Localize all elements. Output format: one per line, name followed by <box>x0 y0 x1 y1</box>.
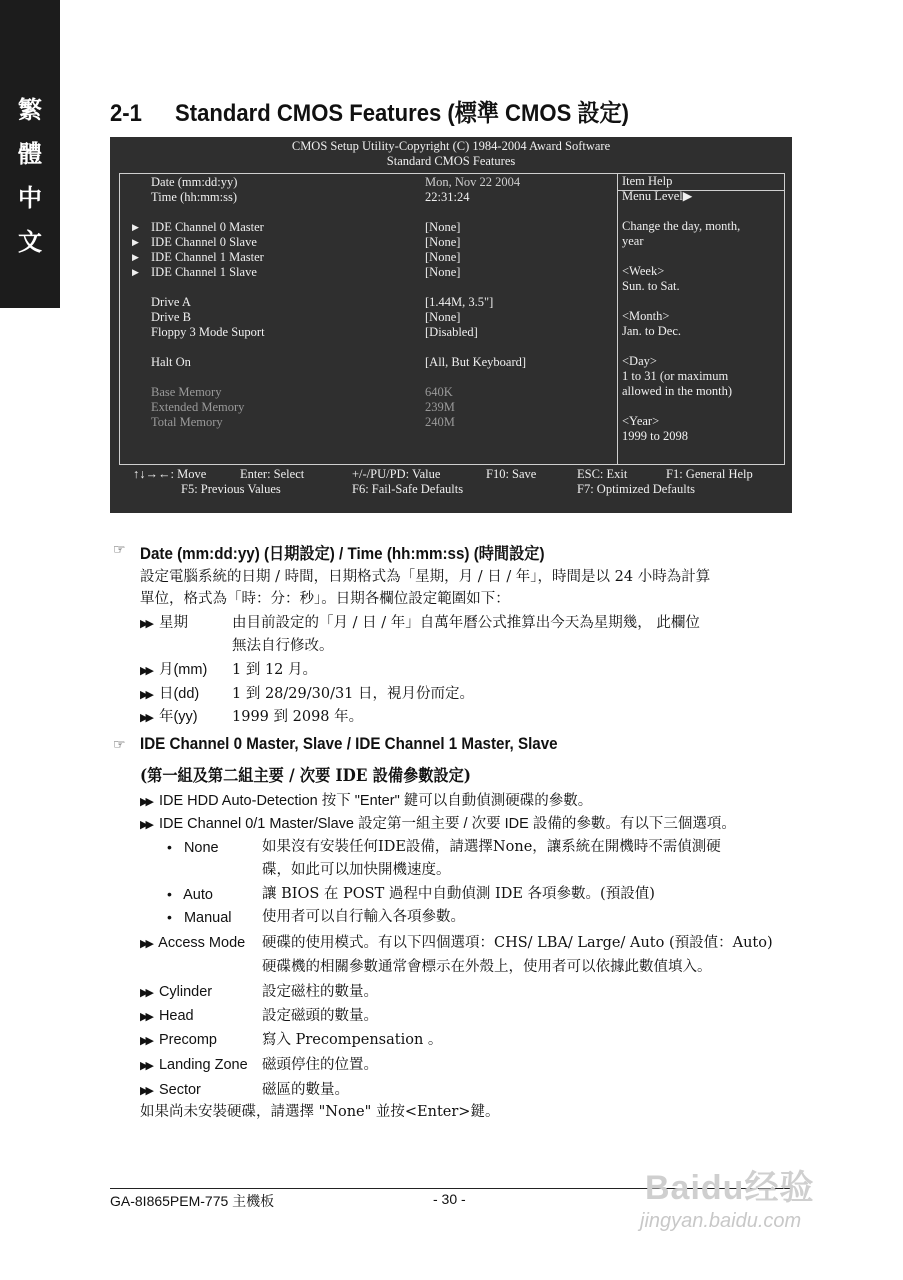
option-desc: 使用者可以自行輸入各項參數。 <box>262 909 465 925</box>
double-arrow-icon: ▶▶ <box>140 987 151 999</box>
list-item <box>140 1055 248 1076</box>
submenu-arrow-icon: ▶ <box>132 252 139 262</box>
bios-row-ide0-master[interactable] <box>120 220 617 235</box>
bios-header <box>110 137 792 169</box>
side-char: 體 <box>18 139 42 168</box>
help-line: <Day> <box>622 354 657 368</box>
bios-row-ide0-slave[interactable] <box>120 235 617 250</box>
bios-row-total-memory <box>120 415 617 430</box>
help-line: year <box>622 234 644 248</box>
bios-row-label: IDE Channel 0 Master <box>151 220 264 234</box>
bios-screenshot <box>110 137 792 513</box>
item-text: IDE HDD Auto-Detection 按下 "Enter" 鍵可以自動偵測硬碟的參數。 <box>158 793 593 809</box>
option-label: Manual <box>183 910 232 926</box>
item-desc: 寫入 Precompensation 。 <box>262 1032 443 1048</box>
bios-row-label: IDE Channel 1 Slave <box>151 265 257 279</box>
ide-heading: IDE Channel 0 Master, Slave / IDE Channel 1 Master, Slave <box>140 735 558 753</box>
item-desc: 硬碟機的相關參數通常會標示在外殼上，使用者可以依據此數值填入。 <box>262 959 712 975</box>
key-exit: ESC: Exit <box>577 467 628 481</box>
option-item <box>167 884 213 905</box>
bios-row-ide1-master[interactable] <box>120 250 617 265</box>
key-previous-values: F5: Previous Values <box>181 482 281 496</box>
bios-row-value[interactable]: Mon, Nov 22 2004 <box>425 175 521 189</box>
bios-row-label: Extended Memory <box>151 400 245 414</box>
bios-row-value: 640K <box>425 385 453 399</box>
bios-row-value[interactable]: [None] <box>425 265 461 279</box>
bios-row-time[interactable] <box>120 190 617 205</box>
date-time-heading: Date (mm:dd:yy) (日期設定) / Time (hh:mm:ss) (時間設定) <box>140 545 545 563</box>
help-line: Jan. to Dec. <box>622 324 682 338</box>
pointing-hand-icon: ☞ <box>113 736 126 752</box>
page-number: - 30 - <box>433 1191 466 1207</box>
help-line <box>622 339 782 354</box>
double-arrow-icon: ▶▶ <box>140 819 151 831</box>
menu-level: Menu Level▶ <box>622 189 693 203</box>
bios-row-halt-on[interactable] <box>120 355 617 370</box>
side-char: 繁 <box>18 95 42 124</box>
bios-row-base-memory <box>120 385 617 400</box>
key-value: +/-/PU/PD: Value <box>352 467 441 481</box>
ide-heading-sub: (第一組及第二組主要 / 次要 IDE 設備參數設定) <box>140 766 471 785</box>
bios-row-label: Total Memory <box>151 415 223 429</box>
item-label: Precomp <box>158 1032 217 1048</box>
double-arrow-icon: ▶▶ <box>140 1011 151 1023</box>
bios-row-floppy-3mode[interactable] <box>120 325 617 340</box>
key-general-help: F1: General Help <box>666 467 753 481</box>
item-desc: 設定磁柱的數量。 <box>262 984 378 1000</box>
item-help-title: Item Help <box>622 174 673 188</box>
bios-header-title: Standard CMOS Features <box>386 154 516 168</box>
bios-row-label: Drive B <box>151 310 191 324</box>
bios-row-label: Halt On <box>151 355 191 369</box>
side-char: 中 <box>18 183 42 212</box>
bios-row-ide1-slave[interactable] <box>120 265 617 280</box>
help-line: <Month> <box>622 309 670 323</box>
list-item <box>140 814 736 835</box>
help-line: 1 to 31 (or maximum <box>622 369 729 383</box>
bios-row-value[interactable]: 22:31:24 <box>425 190 470 204</box>
double-arrow-icon: ▶▶ <box>140 1085 151 1097</box>
help-line: <Week> <box>622 264 665 278</box>
item-desc: 由目前設定的「月 / 日 / 年」自萬年曆公式推算出今天為星期幾， 此欄位 <box>232 615 700 631</box>
bios-row-value[interactable]: [None] <box>425 220 461 234</box>
item-label: 月(mm) <box>158 662 208 678</box>
section-title-text: Standard CMOS Features (標準 CMOS 設定) <box>175 100 629 127</box>
list-item <box>140 791 592 812</box>
bios-row-label: Date (mm:dd:yy) <box>151 175 238 189</box>
pointing-hand-icon: ☞ <box>113 541 126 557</box>
bios-row-value[interactable]: [All, But Keyboard] <box>425 355 527 369</box>
list-item <box>140 1006 194 1027</box>
item-text: IDE Channel 0/1 Master/Slave 設定第一組主要 / 次要 IDE 設備的參數。有以下三個選項。 <box>158 816 736 832</box>
bios-row-extended-memory <box>120 400 617 415</box>
bios-row-value[interactable]: [1.44M, 3.5"] <box>425 295 494 309</box>
option-desc: 如果沒有安裝任何IDE設備，請選擇None，讓系統在開機時不需偵測硬 <box>262 839 721 855</box>
help-line <box>622 294 782 309</box>
help-line <box>622 204 782 219</box>
bios-frame <box>119 173 785 465</box>
double-arrow-icon: ▶▶ <box>140 689 151 701</box>
key-select: Enter: Select <box>240 467 305 481</box>
help-line: allowed in the month) <box>622 384 733 398</box>
option-item <box>167 837 219 858</box>
language-side-tab <box>0 0 60 308</box>
bullet-dot-icon: • <box>167 886 172 902</box>
double-arrow-icon: ▶▶ <box>140 712 151 724</box>
item-desc: 硬碟的使用模式。有以下四個選項：CHS/ LBA/ Large/ Auto (預設值：Auto) <box>262 935 773 951</box>
note: 如果尚未安裝硬碟，請選擇 "None" 並按<Enter>鍵。 <box>140 1104 500 1120</box>
item-desc: 1 到 12 月。 <box>232 662 318 678</box>
option-label: None <box>183 840 219 856</box>
option-item <box>167 907 232 928</box>
key-optimized-defaults: F7: Optimized Defaults <box>577 482 696 496</box>
bios-row-value[interactable]: [None] <box>425 310 461 324</box>
watermark-brand: Baidu经验 <box>645 1169 815 1207</box>
list-item <box>140 660 207 681</box>
bios-key-legend <box>110 467 792 503</box>
bios-row-date[interactable] <box>120 175 617 190</box>
submenu-arrow-icon: ▶ <box>132 267 139 277</box>
submenu-arrow-icon: ▶ <box>132 237 139 247</box>
item-label: 日(dd) <box>158 686 200 702</box>
bullet-dot-icon: • <box>167 909 172 925</box>
item-desc: 1999 到 2098 年。 <box>232 709 364 725</box>
item-label: Access Mode <box>158 935 246 951</box>
list-item <box>140 982 212 1003</box>
bios-row-label: Floppy 3 Mode Suport <box>151 325 265 339</box>
help-line: Change the day, month, <box>622 219 741 233</box>
bios-row-value: 239M <box>425 400 455 414</box>
item-label: Cylinder <box>158 984 213 1000</box>
key-move: ↑↓→←: Move <box>133 467 207 481</box>
double-arrow-icon: ▶▶ <box>140 1060 151 1072</box>
option-desc: 碟，如此可以加快開機速度。 <box>262 862 451 878</box>
option-label: Auto <box>183 887 213 903</box>
list-item <box>140 684 199 705</box>
double-arrow-icon: ▶▶ <box>140 796 151 808</box>
bios-row-value[interactable]: [None] <box>425 250 461 264</box>
paragraph: 單位，格式為「時：分：秒」。日期各欄位設定範圍如下： <box>140 591 510 607</box>
item-desc: 1 到 28/29/30/31 日，視月份而定。 <box>232 686 475 702</box>
footer-model: GA-8I865PEM-775 主機板 <box>110 1193 275 1209</box>
watermark-url: jingyan.baidu.com <box>640 1210 802 1232</box>
section-title <box>110 93 629 128</box>
item-desc: 無法自行修改。 <box>232 638 334 654</box>
double-arrow-icon: ▶▶ <box>140 938 151 950</box>
list-item <box>140 707 198 728</box>
item-label: Landing Zone <box>158 1057 248 1073</box>
bios-row-value[interactable]: [Disabled] <box>425 325 478 339</box>
submenu-arrow-icon: ▶ <box>132 222 139 232</box>
item-desc: 設定磁頭的數量。 <box>262 1008 378 1024</box>
item-label: Head <box>158 1008 194 1024</box>
option-desc: 讓 BIOS 在 POST 過程中自動偵測 IDE 各項參數。(預設值) <box>262 886 655 902</box>
bios-row-label: IDE Channel 1 Master <box>151 250 264 264</box>
bios-row-label: Base Memory <box>151 385 222 399</box>
bios-row-label: Drive A <box>151 295 191 309</box>
double-arrow-icon: ▶▶ <box>140 618 151 630</box>
bios-divider <box>617 174 618 464</box>
double-arrow-icon: ▶▶ <box>140 665 151 677</box>
bios-row-label: IDE Channel 0 Slave <box>151 235 257 249</box>
list-item <box>140 613 188 634</box>
help-line <box>622 399 782 414</box>
list-item <box>140 1080 201 1101</box>
section-number: 2-1 <box>110 100 142 127</box>
key-save: F10: Save <box>486 467 537 481</box>
side-char: 文 <box>18 227 42 256</box>
list-item <box>140 1030 217 1051</box>
item-desc: 磁區的數量。 <box>262 1082 349 1098</box>
bios-row-drive-b[interactable] <box>120 310 617 325</box>
help-line: 1999 to 2098 <box>622 429 688 443</box>
bios-header-copyright: CMOS Setup Utility-Copyright (C) 1984-2004 Award Software <box>291 139 611 153</box>
double-arrow-icon: ▶▶ <box>140 1035 151 1047</box>
item-desc: 磁頭停住的位置。 <box>262 1057 378 1073</box>
help-line <box>622 249 782 264</box>
item-help-panel <box>622 174 782 444</box>
bios-row-label: Time (hh:mm:ss) <box>151 190 238 204</box>
item-label: 年(yy) <box>158 709 198 725</box>
bios-row-value: 240M <box>425 415 455 429</box>
help-line: Sun. to Sat. <box>622 279 680 293</box>
paragraph: 設定電腦系統的日期 / 時間，日期格式為「星期，月 / 日 / 年」，時間是以 24 小時為計算 <box>140 569 711 585</box>
item-label: 星期 <box>158 615 188 631</box>
help-line: <Year> <box>622 414 660 428</box>
item-label: Sector <box>158 1082 201 1098</box>
bios-row-value[interactable]: [None] <box>425 235 461 249</box>
bullet-dot-icon: • <box>167 839 172 855</box>
bios-row-drive-a[interactable] <box>120 295 617 310</box>
list-item <box>140 933 245 954</box>
key-failsafe-defaults: F6: Fail-Safe Defaults <box>352 482 464 496</box>
